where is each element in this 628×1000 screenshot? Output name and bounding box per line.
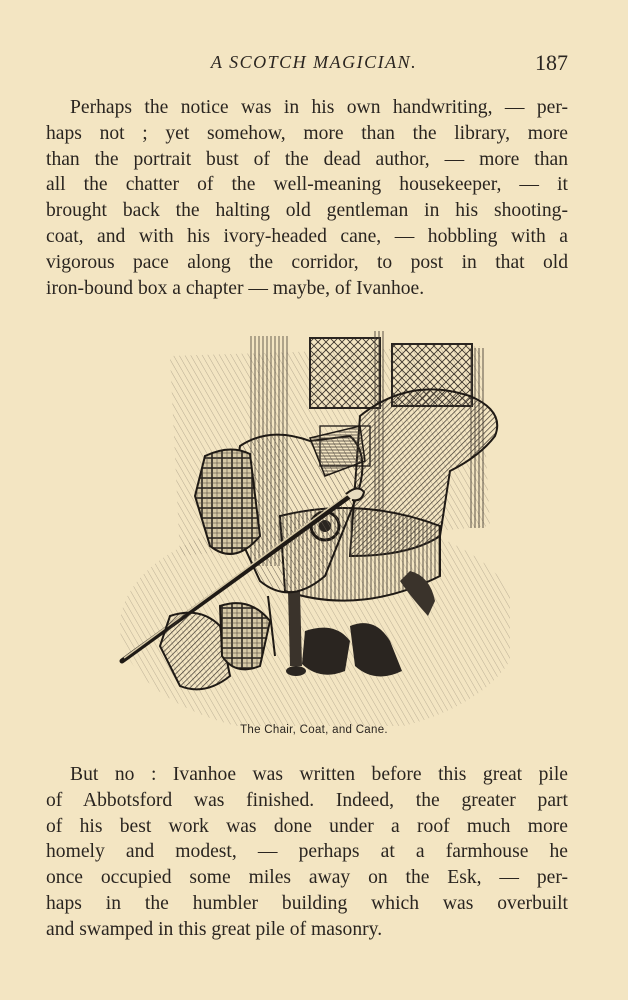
- text-line: of Abbotsford was finished. Indeed, the greater part: [46, 789, 568, 811]
- figure-caption: The Chair, Coat, and Cane.: [240, 724, 388, 736]
- text-line: brought back the halting old gentleman in his shooting-: [46, 200, 568, 222]
- text-line: iron-bound box a chapter — maybe, of Ivanhoe.: [46, 277, 425, 299]
- page-number: 187: [535, 50, 568, 75]
- text-line: haps not ; yet somehow, more than the library, more: [46, 122, 568, 144]
- text-line: of his best work was done under a roof much more: [46, 815, 568, 837]
- text-line: than the portrait bust of the dead author, — more than: [46, 148, 568, 170]
- text-line: homely and modest, — perhaps at a farmhouse he: [46, 841, 568, 863]
- chair-coat-cane-engraving: [110, 326, 510, 726]
- running-title: A SCOTCH MAGICIAN.: [210, 52, 418, 72]
- running-head: [0, 50, 628, 80]
- text-line: and swamped in this great pile of masonry.: [46, 918, 383, 940]
- paragraph-2: [46, 762, 568, 943]
- text-line: Perhaps the notice was in his own handwriting, — per-: [70, 97, 568, 118]
- text-line: all the chatter of the well-meaning housekeeper, — it: [46, 174, 568, 196]
- text-line: haps in the humbler building which was overbuilt: [46, 892, 568, 914]
- text-line: But no : Ivanhoe was written before this great pile: [70, 764, 568, 785]
- text-line: coat, and with his ivory-headed cane, — hobbling with a: [46, 225, 568, 247]
- text-line: once occupied some miles away on the Esk, — per-: [46, 867, 568, 889]
- text-line: vigorous pace along the corridor, to post in that old: [46, 251, 568, 273]
- paragraph-1: [46, 95, 568, 301]
